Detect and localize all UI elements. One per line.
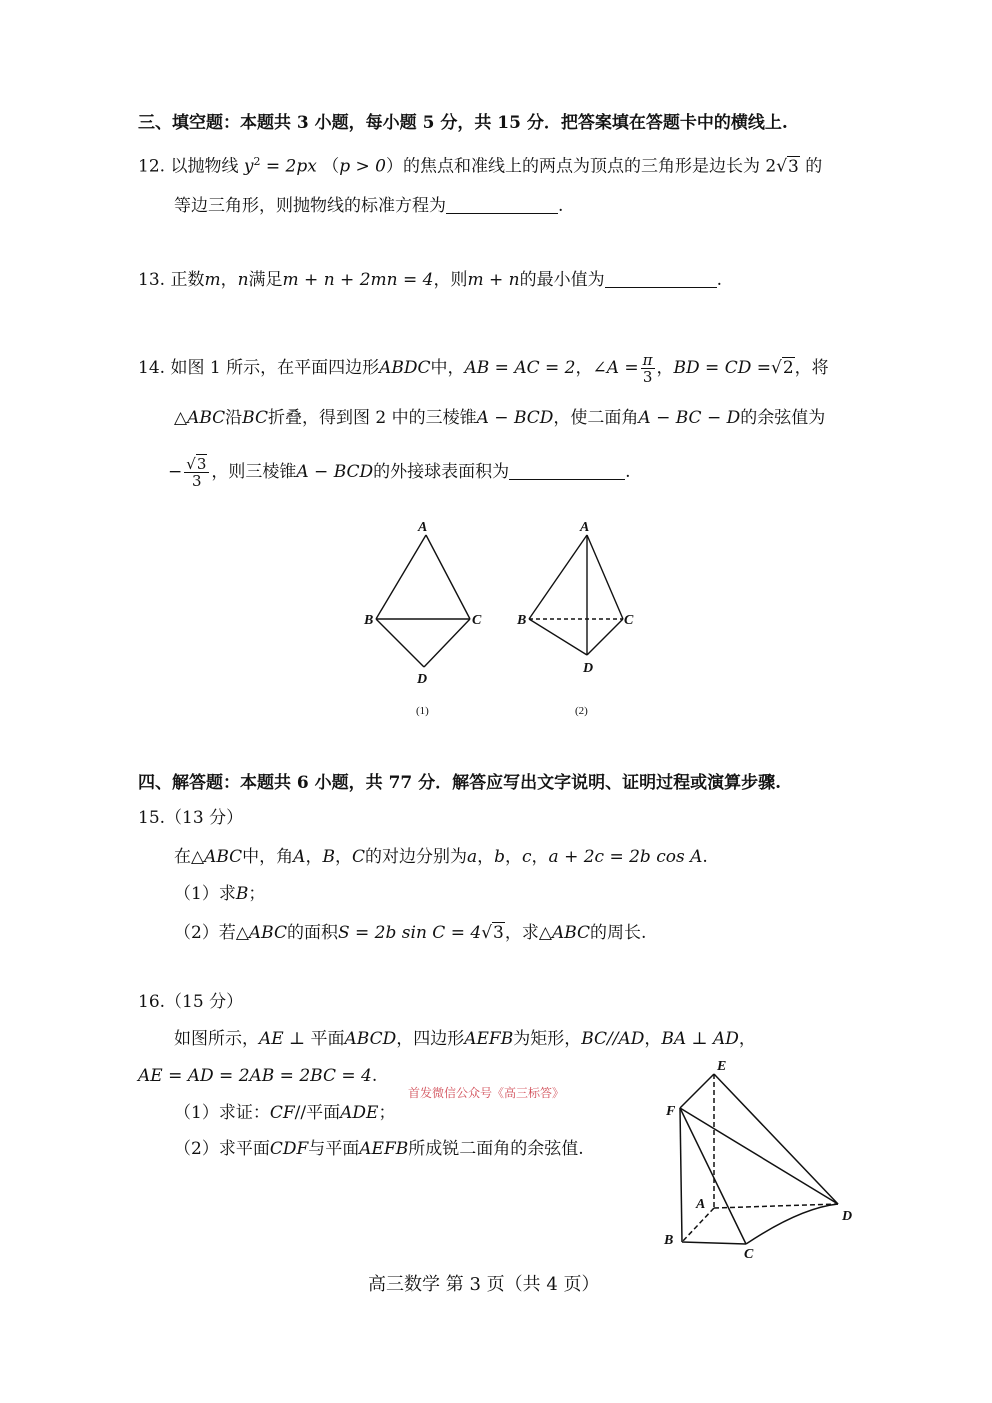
- q15-text: ，: [531, 847, 549, 867]
- fig16-edge-cd: [746, 1204, 838, 1244]
- q15-text: ，: [334, 847, 352, 867]
- q16-expr: AEFB: [359, 1139, 409, 1159]
- fig2-label-b: B: [517, 613, 527, 628]
- q14-minus: −: [168, 462, 183, 482]
- q15-expr: ABC: [248, 923, 287, 943]
- q13-answer-blank[interactable]: [605, 269, 717, 288]
- q14-expr: A − BCD: [476, 408, 554, 428]
- q14-frac-den: 3: [192, 472, 202, 490]
- fig2-edge-ab: [529, 535, 587, 619]
- q12-sqrt: 3: [788, 156, 799, 177]
- q16-expr: AEFB: [464, 1029, 514, 1049]
- q15-sqrt: 3: [493, 923, 504, 943]
- q15-text: ，: [305, 847, 323, 867]
- q14-frac: [641, 352, 655, 385]
- q14-text: ，则三棱锥: [211, 462, 297, 482]
- q14-line2: [174, 406, 825, 430]
- q15-part2: （2）若△ABC的面积S = 2b sin C = 4√3，求△ABC的周长.: [174, 923, 647, 943]
- q15-expr: B: [322, 847, 335, 867]
- q14-text: 沿: [225, 408, 243, 428]
- fig16-edge-fb: [680, 1108, 682, 1242]
- q16-text: ；: [378, 1103, 396, 1123]
- fig2-label-c: C: [624, 613, 634, 628]
- q12-expr: y: [243, 156, 254, 177]
- q15-text: ，: [505, 847, 522, 867]
- q15-expr: A: [293, 847, 306, 867]
- fig16-edge-bc: [682, 1242, 746, 1244]
- fig16-edge-ef: [680, 1074, 714, 1108]
- q15-text: 的周长.: [590, 923, 647, 943]
- q14-frac-den: 3: [642, 368, 653, 386]
- q16-text: //平面: [294, 1103, 341, 1123]
- q14-text: 中，: [430, 358, 465, 378]
- q14-number: 14.: [138, 358, 166, 378]
- q12-text: 以抛物线: [170, 156, 239, 177]
- q12-period: .: [558, 196, 564, 216]
- fig1-edge-ac: [426, 535, 470, 619]
- page-footer: 高三数学 第 3 页（共 4 页）: [368, 1274, 600, 1295]
- q16-figure: [660, 1058, 860, 1262]
- q16-text: ，四边形: [396, 1029, 465, 1049]
- q13-text: 的最小值为: [519, 270, 605, 290]
- fig1-label-a: A: [418, 520, 428, 535]
- q14-expr: BD = CD =: [673, 358, 771, 378]
- q14-text: △: [174, 408, 188, 428]
- q12-text: ）的焦点和准线上的两点为顶点的三角形是边长为: [385, 156, 760, 177]
- q16-expr: ADE: [340, 1103, 379, 1123]
- q16-text: （2）求平面: [174, 1139, 270, 1159]
- q15-text: ；: [248, 884, 266, 904]
- fig16-edge-ab-hidden: [682, 1208, 714, 1242]
- q15-text: 中，角: [242, 847, 294, 867]
- q16-text: ，: [738, 1029, 756, 1049]
- fig1-label-b: B: [364, 613, 374, 628]
- q16-line2: [138, 1064, 377, 1088]
- q15-expr: B: [235, 884, 249, 904]
- q12-expr: 2: [765, 156, 777, 177]
- q15-expr: a + 2c = 2b cos A: [548, 847, 703, 867]
- fig1-edge-ab: [376, 535, 426, 619]
- q13-text: ，: [220, 270, 238, 290]
- q15-text: （1）求: [174, 884, 236, 904]
- q14-expr: BC: [242, 408, 268, 428]
- q15-expr: b: [494, 847, 505, 867]
- q12-line1: 12. 以抛物线 $y^2 = 2px$ （p > 0）的焦点和准线上的两点为顶点的三角形是边长为 2√3 的: [138, 155, 823, 177]
- fig16-label-a: A: [696, 1197, 706, 1212]
- q14-expr: ∠A =: [592, 358, 639, 378]
- q16-expr: ABCD: [344, 1029, 397, 1049]
- q14-sqrt: 2: [782, 358, 794, 378]
- fig16-label-b: B: [664, 1233, 674, 1248]
- q14-text: ，: [656, 358, 674, 378]
- q14-text: ，将: [794, 358, 829, 378]
- q14-text: 的余弦值为: [740, 408, 826, 428]
- q16-part1: [174, 1101, 395, 1125]
- q14-frac-num: 3: [196, 455, 207, 473]
- q16-expr: AE: [259, 1029, 284, 1049]
- q15-text: 在△: [174, 847, 205, 867]
- fig16-label-c: C: [744, 1247, 754, 1262]
- q13-var: n: [237, 270, 249, 290]
- q15-expr: a: [466, 847, 478, 867]
- q12-text: 等边三角形，则抛物线的标准方程为: [174, 196, 446, 216]
- q16-text: ，: [644, 1029, 662, 1049]
- q12-text: （: [322, 156, 340, 177]
- fig2-label-a: A: [580, 520, 590, 535]
- q15-text: .: [702, 847, 708, 867]
- q16-expr: AE = AD = 2AB = 2BC = 4: [138, 1066, 372, 1086]
- q13-line1: [138, 268, 722, 292]
- q13-text: 正数: [170, 270, 205, 290]
- q14-line3: [168, 456, 631, 489]
- q15-expr: C: [351, 847, 365, 867]
- q15-text: ，求△: [504, 923, 552, 943]
- q15-expr: ABC: [551, 923, 591, 943]
- fig2-edge-cd: [587, 619, 623, 655]
- fig2-edge-bd: [529, 619, 587, 655]
- q16-points: （15 分）: [165, 992, 244, 1012]
- q16-text: 为矩形，: [513, 1029, 582, 1049]
- fig2-label-d: D: [583, 661, 594, 676]
- q15-expr: S = 2b sin C = 4: [337, 923, 482, 943]
- q15-text: （2）若△: [174, 923, 249, 943]
- q16-text: 如图所示，: [174, 1029, 259, 1049]
- q12-answer-blank[interactable]: [446, 195, 558, 214]
- q14-expr: A − BC − D: [638, 408, 741, 428]
- q15-part1: [174, 882, 265, 906]
- q13-text: 满足: [248, 270, 283, 290]
- q15-points: （13 分）: [165, 808, 244, 828]
- fig1-edge-bd: [376, 619, 424, 667]
- q14-frac-num: π: [642, 351, 653, 369]
- q16-header: [138, 990, 243, 1014]
- q16-text: 与平面: [308, 1139, 360, 1159]
- q13-var: m: [204, 270, 221, 290]
- fig16-label-e: E: [717, 1059, 727, 1074]
- q16-text: .: [371, 1066, 378, 1086]
- q13-expr: m + n + 2mn = 4: [282, 270, 434, 290]
- fig16-edge-ed: [714, 1074, 838, 1204]
- q12-expr: p > 0: [339, 156, 386, 177]
- q16-expr: CDF: [269, 1139, 309, 1159]
- fig1-label-d: D: [417, 672, 428, 687]
- fig1-label-c: C: [472, 613, 482, 628]
- q15-text: 的面积: [286, 923, 338, 943]
- fig1-edge-cd: [424, 619, 470, 667]
- q14-answer-blank[interactable]: [509, 461, 625, 480]
- q14-text: 的外接球表面积为: [373, 462, 510, 482]
- q15-expr: c: [522, 847, 532, 867]
- q16-part2: [174, 1137, 584, 1161]
- q13-text: ，则: [433, 270, 468, 290]
- q13-number: 13.: [138, 270, 166, 290]
- q12-expr: = 2px: [260, 156, 317, 177]
- q16-stem: [174, 1027, 756, 1051]
- q14-expr: ABC: [187, 408, 226, 428]
- q14-text: 如图 1 所示，在平面四边形: [170, 358, 380, 378]
- q14-text: 折叠，得到图 2 中的三棱锥: [268, 408, 477, 428]
- q12-line2: [174, 194, 563, 218]
- watermark-text: 首发微信公众号《高三标答》: [408, 1086, 565, 1100]
- q16-number: 16.: [138, 992, 166, 1012]
- q16-text: 所成锐二面角的余弦值.: [408, 1139, 584, 1159]
- q12-number: 12.: [138, 156, 166, 177]
- q16-text: （1）求证：: [174, 1103, 270, 1123]
- q14-expr: ABDC: [379, 358, 431, 378]
- fig16-label-d: D: [842, 1209, 853, 1224]
- q14-period: .: [625, 462, 631, 482]
- fig1-caption: (1): [416, 705, 429, 717]
- q14-figure-2: [513, 515, 643, 725]
- q14-frac-sqrt3: $\frac{√3}{3}$: [184, 456, 209, 489]
- q12-text: 的: [805, 156, 823, 177]
- q16-expr: CF: [269, 1103, 295, 1123]
- q16-expr: BC//AD: [581, 1029, 645, 1049]
- q14-text: ，: [575, 358, 593, 378]
- q14-line1: 14. 如图 1 所示，在平面四边形ABDC中，AB = AC = 2，∠A = $\frac{\pi}{3}$ ，BD = CD =√2，将: [138, 351, 829, 386]
- q16-expr: BA ⊥ AD: [661, 1029, 739, 1049]
- fig2-caption: (2): [575, 705, 588, 717]
- q14-text: ，使二面角: [553, 408, 639, 428]
- fig16-label-f: F: [666, 1104, 676, 1119]
- q15-text: 的对边分别为: [364, 847, 467, 867]
- q14-expr: A − BCD: [296, 462, 374, 482]
- q13-period: .: [716, 270, 722, 290]
- q15-header: [138, 806, 243, 830]
- q15-number: 15.: [138, 808, 166, 828]
- section3-heading: 三、填空题：本题共 3 小题，每小题 5 分，共 15 分．把答案填在答题卡中的横线上.: [138, 113, 788, 133]
- q13-expr: m + n: [467, 270, 520, 290]
- q15-stem: [174, 845, 708, 869]
- q14-figure-1: [360, 515, 490, 725]
- q12-exponent: 2: [253, 155, 261, 168]
- q15-expr: ABC: [204, 847, 243, 867]
- section4-heading: 四、解答题：本题共 6 小题，共 77 分．解答应写出文字说明、证明过程或演算步骤.: [138, 773, 782, 793]
- q14-expr: AB = AC = 2: [464, 358, 576, 378]
- q16-text: ⊥ 平面: [283, 1029, 345, 1049]
- fig2-edge-ac: [587, 535, 623, 619]
- q15-text: ，: [477, 847, 495, 867]
